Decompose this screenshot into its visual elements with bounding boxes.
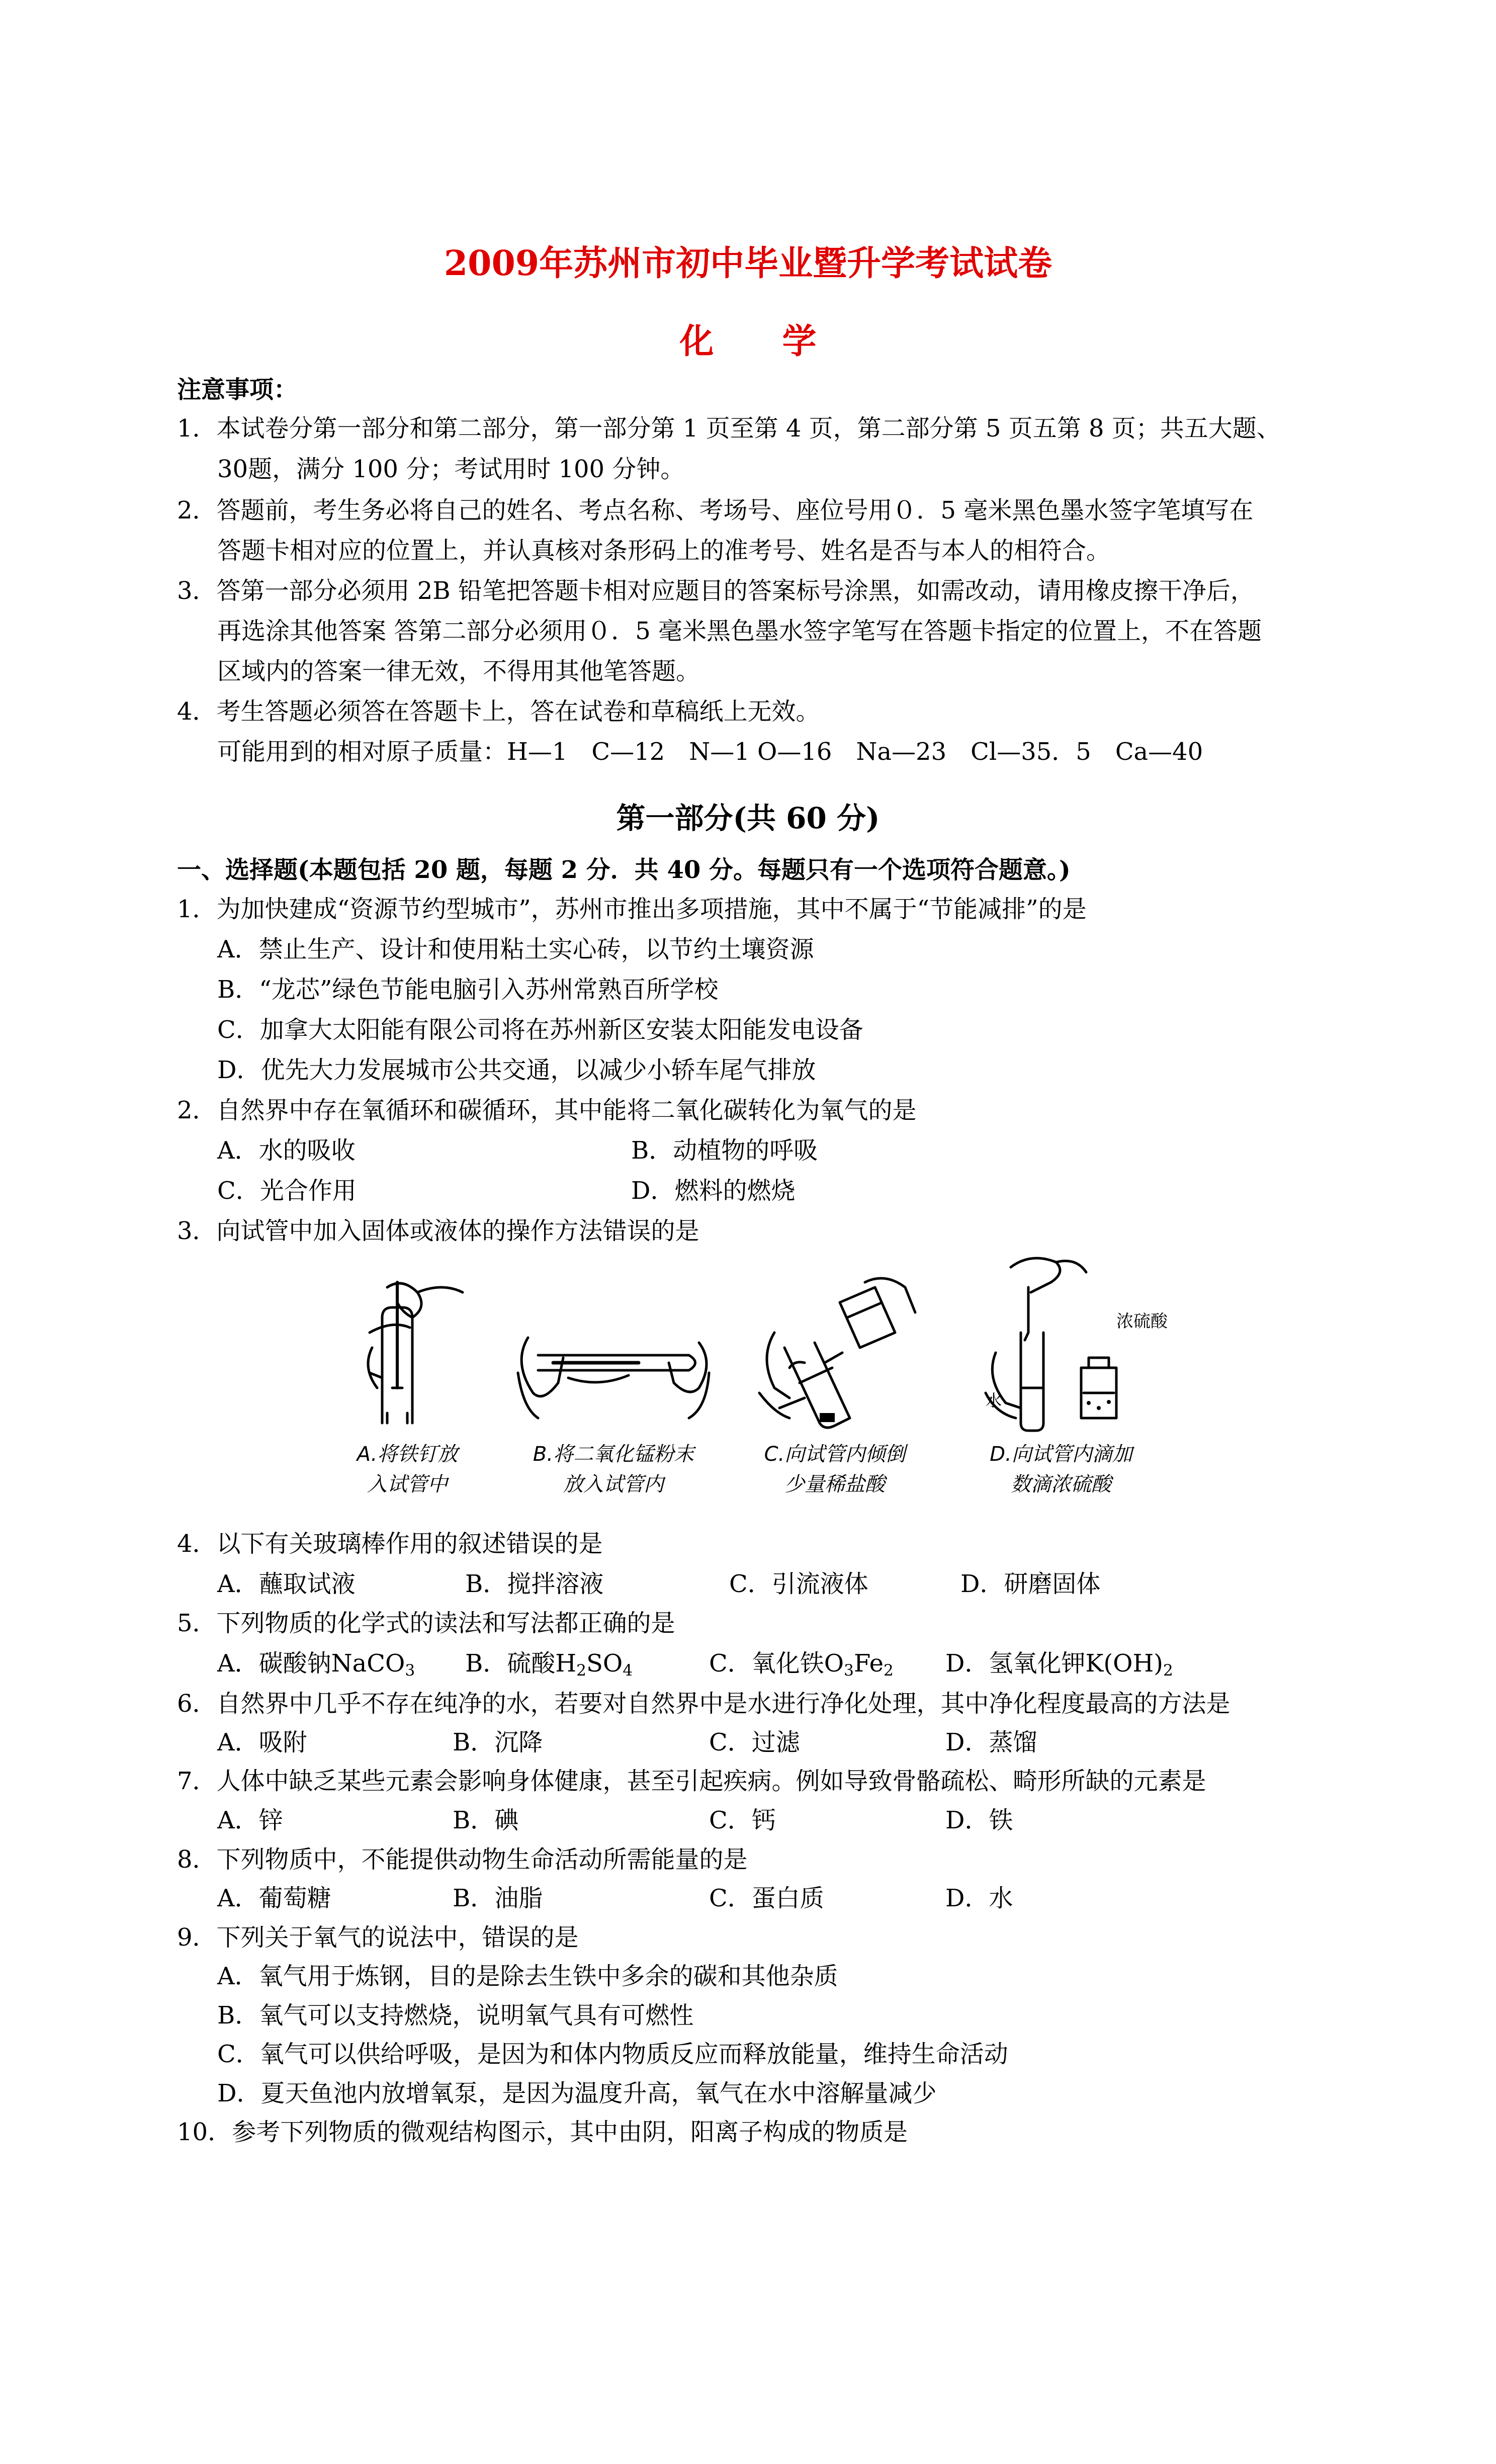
part1-heading: 第一部分(共 60 分) bbox=[616, 801, 880, 835]
q5-c-sub: 2 bbox=[884, 1661, 894, 1680]
q2-option-d: D．燃料的燃烧 bbox=[631, 1177, 796, 1205]
q9-stem: 9．下列关于氧气的说法中，错误的是 bbox=[177, 1923, 579, 1952]
q7-option-c: C．钙 bbox=[709, 1806, 776, 1834]
figure-a-caption-2: 入试管中 bbox=[367, 1473, 448, 1496]
q5-option-a bbox=[217, 1648, 415, 1679]
note-line: 再选涂其他答案 答第二部分必须用０．5 毫米黑色墨水签字笔写在答题卡指定的位置上，不在答题 bbox=[217, 617, 1262, 645]
figure-b-caption-2: 放入试管内 bbox=[563, 1473, 664, 1496]
q6-option-b: B．沉降 bbox=[453, 1728, 543, 1756]
label-concentrated-acid: 浓硫酸 bbox=[1116, 1311, 1168, 1332]
q6-option-d: D．蒸馏 bbox=[945, 1728, 1037, 1756]
q9-option-d: D．夏天鱼池内放增氧泵，是因为温度升高，氧气在水中溶解量减少 bbox=[217, 2079, 937, 2107]
q8-option-b: B．油脂 bbox=[453, 1884, 543, 1912]
q7-option-d: D．铁 bbox=[945, 1806, 1013, 1834]
note-line: 2．答题前，考生务必将自己的姓名、考点名称、考场号、座位号用０．5 毫米黑色墨水签字笔填写在 bbox=[177, 496, 1254, 524]
q5-c-name: C．氧化铁 bbox=[709, 1649, 824, 1678]
figure-d-caption-2: 数滴浓硫酸 bbox=[1011, 1473, 1111, 1496]
note-line: 答题卡相对应的位置上，并认真核对条形码上的准考号、姓名是否与本人的相符合。 bbox=[217, 537, 1111, 565]
q5-c-formula: Fe bbox=[853, 1649, 884, 1678]
q9-option-b: B．氧气可以支持燃烧，说明氧气具有可燃性 bbox=[217, 2001, 694, 2030]
subject-title: 化 学 bbox=[679, 321, 817, 362]
q6-stem: 6．自然界中几乎不存在纯净的水，若要对自然界中是水进行净化处理，其中净化程度最高的方法是 bbox=[177, 1690, 1230, 1718]
q8-option-a: A．葡萄糖 bbox=[217, 1884, 331, 1912]
q7-option-a: A．锌 bbox=[217, 1806, 283, 1834]
q5-stem: 5．下列物质的化学式的读法和写法都正确的是 bbox=[177, 1609, 675, 1637]
atomic-masses: 可能用到的相对原子质量：H—1 C—12 N—1 O—16 Na—23 Cl—35．5 Ca—40 bbox=[217, 738, 1203, 766]
q5-option-c bbox=[709, 1648, 894, 1679]
q4-option-a: A．蘸取试液 bbox=[217, 1570, 356, 1598]
note-line: 4．考生答题必须答在答题卡上，答在试卷和草稿纸上无效。 bbox=[177, 697, 820, 726]
figure-a-caption-1: A.将铁钉放 bbox=[357, 1443, 458, 1466]
q8-option-c: C．蛋白质 bbox=[709, 1884, 824, 1912]
q6-option-c: C．过滤 bbox=[709, 1728, 800, 1756]
q4-option-d: D．研磨固体 bbox=[960, 1570, 1101, 1598]
figure-d-caption-1: D.向试管内滴加 bbox=[990, 1443, 1132, 1466]
q2-option-a: A．水的吸收 bbox=[217, 1136, 356, 1165]
q5-d-sub: 2 bbox=[1163, 1661, 1173, 1680]
q5-option-b bbox=[465, 1648, 633, 1679]
q5-b-formula: SO bbox=[586, 1649, 623, 1678]
q5-d-formula: K(OH) bbox=[1085, 1649, 1164, 1678]
q5-b-sub: 4 bbox=[623, 1661, 633, 1680]
figure-a-iron-nail bbox=[322, 1272, 483, 1433]
note-line: 1．本试卷分第一部分和第二部分，第一部分第 1 页至第 4 页，第二部分第 5 页五第 8 页；共五大题、 bbox=[177, 414, 1281, 443]
q7-stem: 7．人体中缺乏某些元素会影响身体健康，甚至引起疾病。例如导致骨骼疏松、畸形所缺的元素是 bbox=[177, 1767, 1206, 1795]
q5-a-sub: 3 bbox=[405, 1661, 415, 1680]
label-water: 水 bbox=[986, 1391, 1002, 1410]
q2-stem: 2．自然界中存在氧循环和碳循环，其中能将二氧化碳转化为氧气的是 bbox=[177, 1096, 917, 1124]
q4-stem: 4．以下有关玻璃棒作用的叙述错误的是 bbox=[177, 1530, 603, 1558]
q5-a-formula: NaCO bbox=[331, 1649, 405, 1678]
figure-c-caption-2: 少量稀盐酸 bbox=[784, 1473, 885, 1496]
q5-c-formula: O bbox=[824, 1649, 844, 1678]
q1-option-d: D．优先大力发展城市公共交通，以减少小轿车尾气排放 bbox=[217, 1056, 816, 1084]
q4-option-b: B．搅拌溶液 bbox=[465, 1570, 604, 1598]
note-line: 30题，满分 100 分；考试用时 100 分钟。 bbox=[217, 455, 685, 483]
q2-option-b: B．动植物的呼吸 bbox=[631, 1136, 818, 1165]
q8-stem: 8．下列物质中，不能提供动物生命活动所需能量的是 bbox=[177, 1845, 748, 1874]
q3-stem: 3．向试管中加入固体或液体的操作方法错误的是 bbox=[177, 1217, 699, 1245]
figure-b-powder bbox=[508, 1307, 719, 1428]
q5-a-name: A．碳酸钠 bbox=[217, 1649, 331, 1678]
q5-d-name: D．氢氧化钾 bbox=[945, 1649, 1086, 1678]
notes-heading: 注意事项： bbox=[177, 376, 298, 404]
q5-b-formula: H bbox=[555, 1649, 577, 1678]
q1-option-c: C．加拿大太阳能有限公司将在苏州新区安装太阳能发电设备 bbox=[217, 1016, 863, 1044]
q6-option-a: A．吸附 bbox=[217, 1728, 307, 1756]
q5-b-name: B．硫酸 bbox=[465, 1649, 556, 1678]
q5-b-sub: 2 bbox=[576, 1661, 586, 1680]
q8-option-d: D．水 bbox=[945, 1884, 1013, 1912]
q1-option-b: B．“龙芯”绿色节能电脑引入苏州常熟百所学校 bbox=[217, 976, 719, 1004]
q9-option-c: C．氧气可以供给呼吸，是因为和体内物质反应而释放能量，维持生命活动 bbox=[217, 2040, 1008, 2068]
figure-b-caption-1: B.将二氧化锰粉末 bbox=[533, 1443, 694, 1466]
q7-option-b: B．碘 bbox=[453, 1806, 519, 1834]
exam-title: 2009年苏州市初中毕业暨升学考试试卷 bbox=[444, 243, 1052, 284]
figure-c-caption-1: C.向试管内倾倒 bbox=[764, 1443, 906, 1466]
note-line: 3．答第一部分必须用 2B 铅笔把答题卡相对应题目的答案标号涂黑，如需改动，请用橡皮擦干净后， bbox=[177, 577, 1255, 605]
section-heading: 一、选择题(本题包括 20 题，每题 2 分．共 40 分。每题只有一个选项符合题意。) bbox=[177, 856, 1071, 884]
q10-stem: 10．参考下列物质的微观结构图示，其中由阴，阳离子构成的物质是 bbox=[177, 2118, 908, 2146]
q9-option-a: A．氧气用于炼钢，目的是除去生铁中多余的碳和其他杂质 bbox=[217, 1962, 838, 1990]
q2-option-c: C．光合作用 bbox=[217, 1177, 357, 1205]
q4-option-c: C．引流液体 bbox=[729, 1570, 868, 1598]
note-line: 区域内的答案一律无效，不得用其他笔答题。 bbox=[217, 657, 700, 685]
figure-c-pouring bbox=[744, 1272, 925, 1433]
q5-option-d bbox=[945, 1648, 1173, 1679]
q5-c-sub: 3 bbox=[844, 1661, 854, 1680]
q1-option-a: A．禁止生产、设计和使用粘土实心砖，以节约土壤资源 bbox=[217, 935, 814, 963]
q1-stem: 1．为加快建成“资源节约型城市”，苏州市推出多项措施，其中不属于“节能减排”的是 bbox=[177, 895, 1087, 923]
